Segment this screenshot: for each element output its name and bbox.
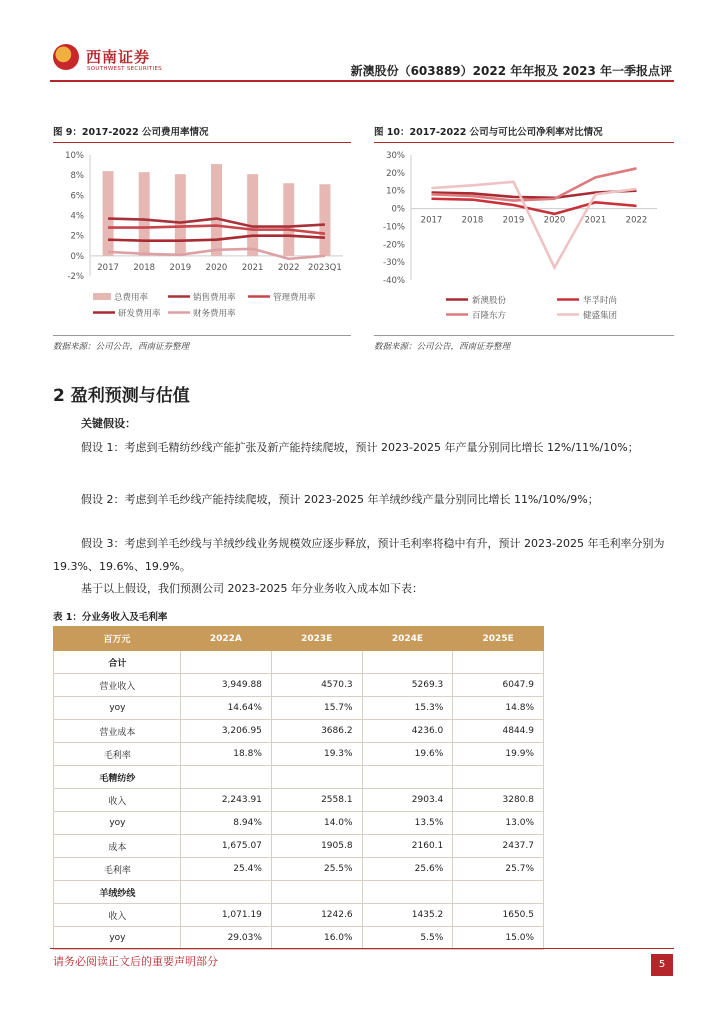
table-cell: 1650.5 <box>453 904 544 927</box>
section-title: 2 盈利预测与估值 <box>53 386 190 406</box>
table-cell <box>453 651 544 674</box>
table-cell: 19.3% <box>271 743 362 766</box>
row-label: 毛利率 <box>54 743 181 766</box>
table-row <box>54 858 544 881</box>
y-tick-label: 4% <box>70 211 84 222</box>
y-tick-label: 0% <box>391 204 405 215</box>
table-header-cell: 百万元 <box>54 627 181 651</box>
bar-total-expense <box>175 174 186 256</box>
table-cell: 3,949.88 <box>180 674 271 697</box>
figure-9-title: 图 9：2017-2022 公司费用率情况 <box>53 127 209 138</box>
table-cell <box>180 651 271 674</box>
row-label: 合计 <box>54 651 181 674</box>
table-row <box>54 697 544 720</box>
table-cell: 5269.3 <box>362 674 453 697</box>
logo-icon <box>53 44 79 70</box>
table-cell: 4844.9 <box>453 720 544 743</box>
table-group-row <box>54 651 544 674</box>
x-tick-label: 2023Q1 <box>308 263 342 273</box>
table-header-cell: 2022A <box>180 627 271 651</box>
table-cell: 1435.2 <box>362 904 453 927</box>
legend-label: 管理费用率 <box>273 293 316 303</box>
table-cell: 2160.1 <box>362 835 453 858</box>
table-row <box>54 835 544 858</box>
row-label: 收入 <box>54 789 181 812</box>
y-tick-label: 2% <box>70 231 84 242</box>
figure-9-bottom-rule <box>53 335 351 336</box>
table-cell: 3280.8 <box>453 789 544 812</box>
key-assumptions-label: 关键假设： <box>81 417 136 430</box>
y-tick-label: 10% <box>65 151 84 161</box>
legend-label: 华孚时尚 <box>583 296 618 306</box>
table-cell <box>453 766 544 789</box>
key-assumptions-heading <box>53 412 673 435</box>
row-label: 成本 <box>54 835 181 858</box>
table-cell: 25.6% <box>362 858 453 881</box>
x-tick-label: 2017 <box>420 215 443 226</box>
footer-disclaimer: 请务必阅读正文后的重要声明部分 <box>53 955 218 968</box>
x-tick-label: 2021 <box>584 215 607 226</box>
y-tick-label: -40% <box>383 276 405 286</box>
table-cell <box>362 766 453 789</box>
table-cell: 13.5% <box>362 812 453 835</box>
table-row <box>54 720 544 743</box>
y-tick-label: 0% <box>70 251 84 262</box>
x-tick-label: 2018 <box>133 263 156 273</box>
x-tick-label: 2018 <box>461 215 484 226</box>
figure-9-source: 数据来源：公司公告，西南证券整理 <box>53 342 190 352</box>
table-row <box>54 812 544 835</box>
table-row <box>54 927 544 950</box>
table-cell: 15.0% <box>453 927 544 950</box>
legend-label: 总费用率 <box>114 293 149 303</box>
row-label: yoy <box>54 812 181 835</box>
page-number: 5 <box>651 954 673 976</box>
table-cell: 16.0% <box>271 927 362 950</box>
table-cell: 2903.4 <box>362 789 453 812</box>
table-cell: 15.7% <box>271 697 362 720</box>
y-tick-label: 30% <box>386 151 405 161</box>
row-label: 营业收入 <box>54 674 181 697</box>
y-tick-label: -10% <box>383 222 405 233</box>
table-cell: 4570.3 <box>271 674 362 697</box>
table-cell: 25.5% <box>271 858 362 881</box>
row-label: 营业成本 <box>54 720 181 743</box>
table-cell: 14.64% <box>180 697 271 720</box>
table-cell: 29.03% <box>180 927 271 950</box>
y-tick-label: 6% <box>70 191 84 202</box>
table-row <box>54 904 544 927</box>
table-header-cell: 2025E <box>453 627 544 651</box>
y-tick-label: 10% <box>386 186 405 197</box>
figure-10-title: 图 10：2017-2022 公司与可比公司净利率对比情况 <box>374 127 603 138</box>
bar-total-expense <box>211 164 222 256</box>
report-title: 新澳股份（603889）2022 年年报及 2023 年一季报点评 <box>350 64 672 78</box>
table-cell: 1,071.19 <box>180 904 271 927</box>
table-cell <box>180 881 271 904</box>
table-cell: 6047.9 <box>453 674 544 697</box>
figure-10-source: 数据来源：公司公告，西南证券整理 <box>374 342 511 352</box>
x-tick-label: 2021 <box>241 263 264 273</box>
table-row <box>54 743 544 766</box>
series-line <box>432 199 637 214</box>
table-cell <box>271 651 362 674</box>
x-tick-label: 2020 <box>543 215 566 226</box>
bar-total-expense <box>319 184 330 256</box>
bar-total-expense <box>247 174 258 256</box>
y-tick-label: -30% <box>383 258 405 269</box>
legend-label: 销售费用率 <box>193 293 236 303</box>
table-header-row <box>54 627 544 651</box>
series-line <box>432 168 637 200</box>
table-cell: 1905.8 <box>271 835 362 858</box>
table-cell: 2,243.91 <box>180 789 271 812</box>
table-cell: 3686.2 <box>271 720 362 743</box>
table-header-cell: 2024E <box>362 627 453 651</box>
bar-total-expense <box>283 183 294 256</box>
row-label: yoy <box>54 927 181 950</box>
table-cell: 18.8% <box>180 743 271 766</box>
table-header-cell: 2023E <box>271 627 362 651</box>
page-header <box>0 0 724 82</box>
table-cell: 25.7% <box>453 858 544 881</box>
figure-9-chart <box>53 143 351 335</box>
x-tick-label: 2022 <box>277 263 300 273</box>
row-label: 羊绒纱线 <box>54 881 181 904</box>
x-tick-label: 2019 <box>502 215 525 226</box>
figure-10-bottom-rule <box>374 335 674 336</box>
table-cell <box>180 766 271 789</box>
x-tick-label: 2022 <box>625 215 648 226</box>
table-cell <box>271 881 362 904</box>
table-cell: 15.3% <box>362 697 453 720</box>
table-cell: 4236.0 <box>362 720 453 743</box>
legend-label: 新澳股份 <box>472 296 507 306</box>
table-cell <box>362 881 453 904</box>
table-cell: 1242.6 <box>271 904 362 927</box>
table-group-row <box>54 881 544 904</box>
y-tick-label: 8% <box>70 171 84 182</box>
bar-total-expense <box>103 171 114 256</box>
conclusion-paragraph: 基于以上假设，我们预测公司 2023-2025 年分业务收入成本如下表： <box>81 582 423 595</box>
legend-label: 健盛集团 <box>583 311 618 321</box>
table-cell <box>362 651 453 674</box>
bar-total-expense <box>139 172 150 256</box>
table-row <box>54 674 544 697</box>
row-label: yoy <box>54 697 181 720</box>
legend-label: 百隆东方 <box>472 311 507 321</box>
logo-text: 西南证券 <box>86 48 151 66</box>
table-cell: 14.8% <box>453 697 544 720</box>
revenue-table <box>53 626 544 950</box>
row-label: 收入 <box>54 904 181 927</box>
table-cell <box>453 881 544 904</box>
footer-divider <box>50 948 674 949</box>
x-tick-label: 2019 <box>169 263 192 273</box>
table-cell: 3,206.95 <box>180 720 271 743</box>
table-cell <box>271 766 362 789</box>
table-cell: 19.9% <box>453 743 544 766</box>
y-tick-label: -20% <box>383 240 405 251</box>
y-tick-label: -2% <box>67 272 84 282</box>
table-cell: 13.0% <box>453 812 544 835</box>
table-cell: 14.0% <box>271 812 362 835</box>
row-label: 毛利率 <box>54 858 181 881</box>
table-title: 表 1：分业务收入及毛利率 <box>53 612 168 623</box>
header-divider <box>50 80 674 82</box>
legend-swatch <box>93 293 111 300</box>
table-cell: 5.5% <box>362 927 453 950</box>
figure-10-chart <box>374 143 674 335</box>
table-row <box>54 789 544 812</box>
table-group-row <box>54 766 544 789</box>
table-cell: 25.4% <box>180 858 271 881</box>
assumption-1: 假设 1：考虑到毛精纺纱线产能扩张及新产能持续爬坡，预计 2023-2025 年产量分别同比增长 12%/11%/10%； <box>81 441 639 454</box>
table-cell: 2558.1 <box>271 789 362 812</box>
legend-label: 财务费用率 <box>193 309 236 319</box>
y-tick-label: 20% <box>386 168 405 179</box>
x-tick-label: 2020 <box>205 263 228 273</box>
assumption-3: 假设 3：考虑到羊毛纱线与羊绒纱线业务规模效应逐步释放，预计毛利率将稳中有升，预计 2023-2025 年毛利率分别为 19.3%、19.6%、19.9%。 <box>53 537 665 573</box>
logo-subtext: SOUTHWEST SECURITIES <box>87 66 163 72</box>
table-cell: 19.6% <box>362 743 453 766</box>
x-tick-label: 2017 <box>97 263 119 273</box>
legend-label: 研发费用率 <box>118 309 161 319</box>
table-cell: 1,675.07 <box>180 835 271 858</box>
table-cell: 8.94% <box>180 812 271 835</box>
table-cell: 2437.7 <box>453 835 544 858</box>
row-label: 毛精纺纱 <box>54 766 181 789</box>
assumption-2: 假设 2：考虑到羊毛纱线产能持续爬坡，预计 2023-2025 年羊绒纱线产量分别同比增长 11%/10%/9%； <box>81 493 599 506</box>
